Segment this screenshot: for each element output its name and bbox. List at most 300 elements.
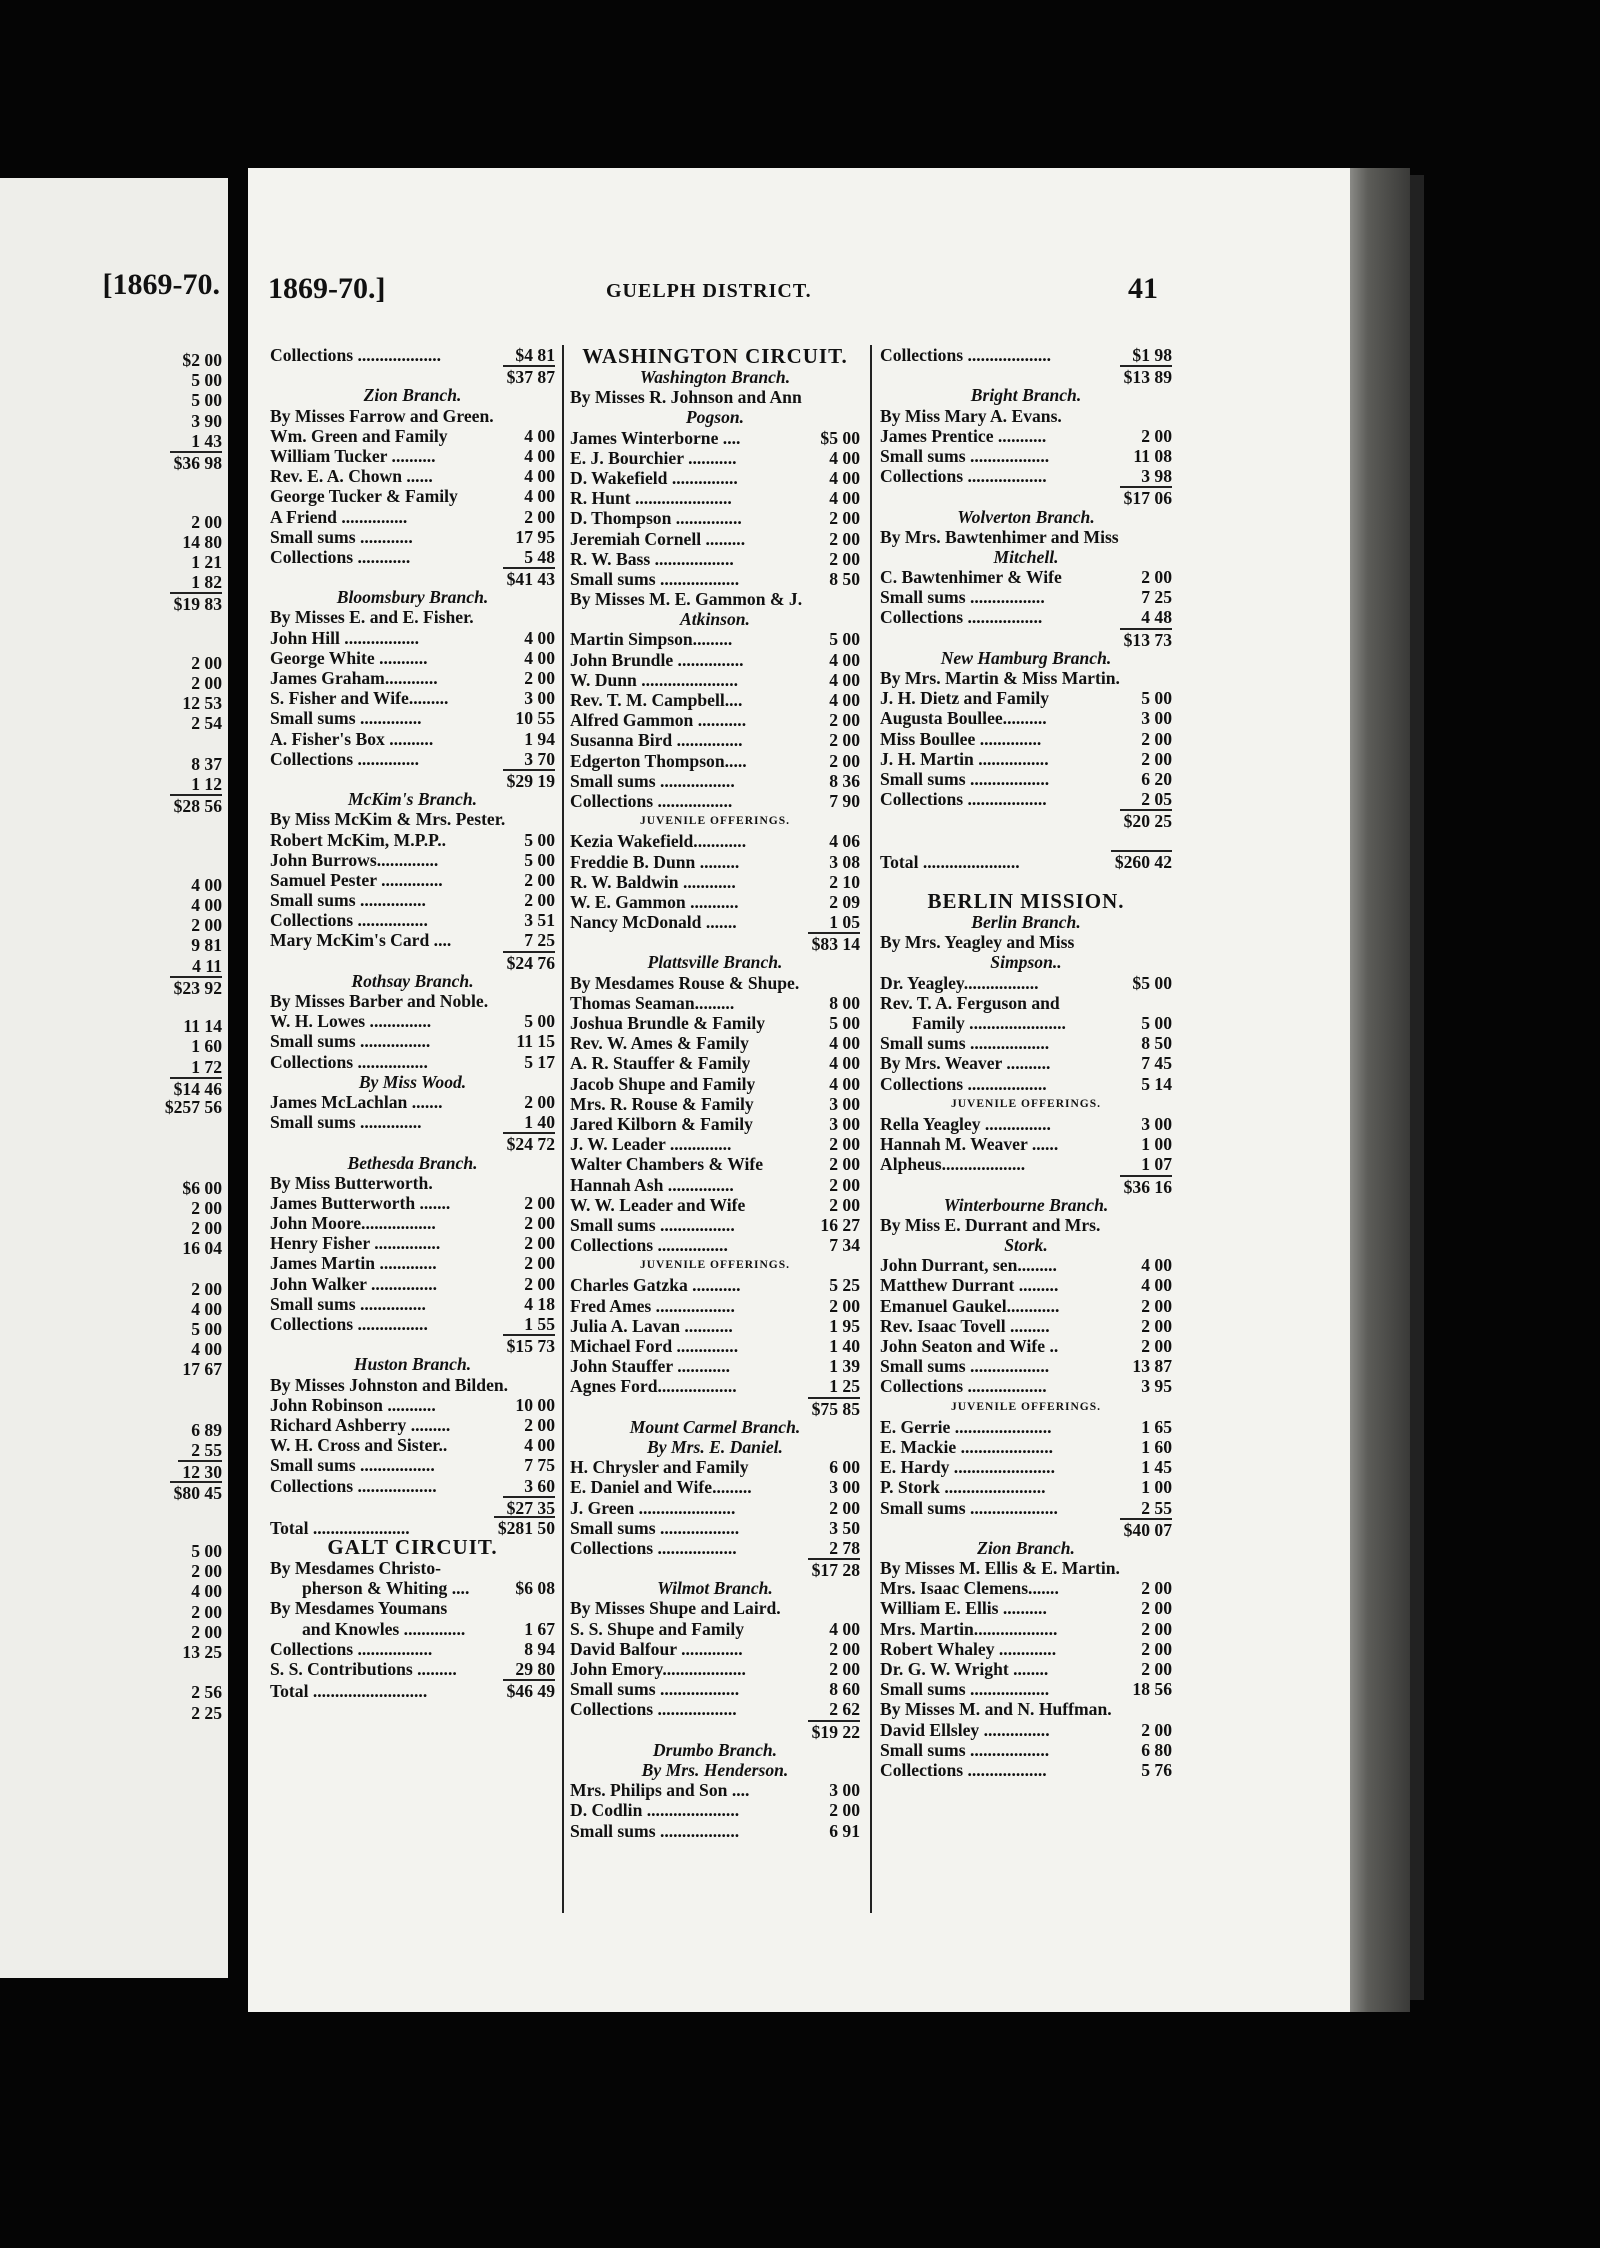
ledger-line: [570, 1619, 860, 1639]
line-amount: 4 48: [1141, 607, 1172, 628]
branch-heading: Pogson.: [685, 407, 745, 428]
line-text: By Misses M. and N. Huffman.: [880, 1699, 1112, 1720]
line-amount: 4 00: [191, 1298, 222, 1319]
left-page-line: [0, 532, 222, 552]
left-page-line: [0, 713, 222, 733]
left-page-line: [0, 592, 222, 615]
line-text: D. Wakefield ...............: [570, 467, 738, 488]
line-text: W. Dunn ......................: [570, 669, 738, 690]
ledger-line: [880, 729, 1172, 749]
ledger-line: [880, 789, 1172, 809]
line-text: Collections ..................: [880, 789, 1047, 810]
left-page-line: [0, 1198, 222, 1218]
line-amount: 3 00: [1141, 708, 1172, 729]
ledger-line: [570, 1498, 860, 1518]
line-amount: 1 65: [1141, 1416, 1172, 1437]
left-page-line: [0, 512, 222, 532]
line-amount: 2 00: [524, 1414, 555, 1435]
line-amount: 5 00: [1141, 688, 1172, 709]
ledger-line: [270, 830, 555, 850]
line-amount: 1 45: [1141, 1457, 1172, 1478]
ledger-line: [270, 668, 555, 688]
subtotal-amount: $36 16: [1120, 1175, 1172, 1197]
line-text: Collections ................: [270, 910, 428, 931]
ledger-line: [570, 831, 860, 851]
line-text: Collections ................: [570, 1235, 728, 1256]
line-amount: 1 94: [524, 728, 555, 749]
ledger-line: [880, 527, 1172, 547]
line-amount: 2 00: [524, 890, 555, 911]
running-head: [268, 268, 1168, 308]
ledger-line: [570, 1195, 860, 1215]
line-text: Rev. Isaac Tovell .........: [880, 1315, 1050, 1336]
line-amount: 1 67: [524, 1618, 555, 1639]
ledger-line: [570, 973, 860, 993]
line-text: W. H. Lowes ..............: [270, 1011, 432, 1032]
line-text: By Mrs. Martin & Miss Martin.: [880, 668, 1120, 688]
subtotal-amount: $41 43: [503, 567, 555, 589]
line-amount: 2 00: [1141, 425, 1172, 446]
line-amount: 2 00: [1141, 1618, 1172, 1639]
line-amount: 5 00: [191, 370, 222, 391]
ledger-line: [880, 1417, 1172, 1437]
line-text: Collections ..................: [880, 1759, 1047, 1780]
line-amount: 16 04: [182, 1238, 222, 1259]
line-amount: 2 00: [829, 730, 860, 751]
left-page-line: [0, 411, 222, 431]
ledger-line: [270, 1314, 555, 1334]
line-text: By Misses Farrow and Green.: [270, 405, 494, 426]
line-amount: 4 00: [829, 447, 860, 468]
branch-heading: Zion Branch.: [977, 1537, 1075, 1558]
line-text: John Robinson ...........: [270, 1394, 436, 1415]
left-page-line: [0, 1299, 222, 1319]
line-amount: 2 78: [829, 1537, 860, 1558]
line-amount: 1 55: [524, 1314, 555, 1334]
line-text: Collections .................: [270, 1638, 433, 1659]
left-page-line: [0, 1279, 222, 1299]
line-amount: 5 00: [524, 849, 555, 870]
line-text: Alpheus...................: [880, 1154, 1026, 1175]
line-text: Dr. Yeagley.................: [880, 972, 1039, 993]
line-amount: 8 37: [191, 753, 222, 774]
ledger-line: [880, 466, 1172, 486]
line-amount: 2 00: [829, 508, 860, 529]
subtotal-line: [270, 567, 555, 590]
line-text: Small sums ..................: [880, 1356, 1050, 1377]
juvenile-offerings-heading: JUVENILE OFFERINGS.: [951, 1400, 1101, 1413]
line-amount: 2 00: [191, 1601, 222, 1622]
subtotal-line: [880, 809, 1172, 832]
line-amount: 2 00: [524, 668, 555, 688]
line-text: Mary McKim's Card ....: [270, 930, 452, 951]
line-text: Hannah M. Weaver ......: [880, 1134, 1059, 1155]
line-amount: 2 00: [191, 915, 222, 936]
line-amount: $1 98: [1132, 345, 1172, 365]
line-amount: 2 00: [829, 1638, 860, 1659]
line-text: J. H. Dietz and Family: [880, 688, 1050, 709]
ledger-line: [570, 1336, 860, 1356]
line-amount: $6 00: [182, 1177, 222, 1198]
line-amount: 3 00: [1141, 1113, 1172, 1134]
line-text: Rev. T. A. Ferguson and: [880, 992, 1060, 1013]
ledger-line: [880, 1699, 1172, 1719]
line-amount: 2 00: [829, 528, 860, 549]
left-page-line: [0, 996, 222, 1016]
line-text: Mrs. Martin...................: [880, 1618, 1058, 1639]
line-amount: 7 25: [524, 930, 555, 951]
line-amount: 7 34: [829, 1235, 860, 1256]
left-page-line: [0, 1541, 222, 1561]
line-text: Matthew Durrant .........: [880, 1275, 1059, 1296]
line-text: Family ......................: [912, 1013, 1066, 1033]
line-amount: 2 00: [191, 511, 222, 532]
ledger-line: [270, 910, 555, 930]
left-page-line: [0, 572, 222, 592]
line-text: C. Bawtenhimer & Wife: [880, 567, 1062, 588]
line-text: Small sums ................: [270, 1031, 431, 1052]
line-amount: 10 00: [515, 1394, 555, 1415]
ledger-line: [270, 1031, 555, 1051]
ledger-line: [270, 870, 555, 890]
line-text: By Miss McKim & Mrs. Pester.: [270, 809, 506, 830]
ledger-line: [570, 1074, 860, 1094]
ledger-line: [880, 668, 1172, 688]
line-text: Small sums .................: [880, 587, 1045, 608]
line-text: Augusta Boullee..........: [880, 708, 1047, 729]
line-amount: $46 49: [503, 1679, 555, 1701]
line-text: Robert McKim, M.P.P..: [270, 829, 447, 850]
line-text: Small sums ..................: [570, 1517, 740, 1538]
ledger-line: [270, 1639, 555, 1659]
subtotal-amount: $40 07: [1120, 1518, 1172, 1540]
line-amount: $281 50: [494, 1516, 555, 1538]
branch-heading: Huston Branch.: [353, 1354, 472, 1375]
left-page-line: [0, 1158, 222, 1178]
left-page-line: [0, 1481, 222, 1501]
ledger-line: [570, 1053, 860, 1073]
branch-heading: Drumbo Branch.: [652, 1739, 778, 1760]
branch-heading: Simpson..: [990, 952, 1062, 973]
line-amount: 3 95: [1141, 1376, 1172, 1397]
line-text: Total ......................: [270, 1517, 410, 1538]
ledger-line: [270, 1253, 555, 1273]
ledger-line: [880, 567, 1172, 587]
left-page-line: [0, 653, 222, 673]
line-text: A. Fisher's Box ..........: [270, 728, 434, 749]
left-page-line: [0, 673, 222, 693]
subtotal-amount: $13 73: [1120, 628, 1172, 650]
branch-heading: Winterbourne Branch.: [943, 1194, 1109, 1215]
line-amount: 1 82: [191, 572, 222, 593]
ledger-line: [270, 1193, 555, 1213]
branch-heading: Bright Branch.: [970, 385, 1082, 406]
line-amount: 4 06: [829, 831, 860, 852]
ledger-line: [570, 1296, 860, 1316]
left-page-line: [0, 1602, 222, 1622]
ledger-line: [570, 1699, 860, 1719]
left-page-line: [0, 935, 222, 955]
left-page-line: [0, 1036, 222, 1056]
line-text: Small sums .................: [570, 770, 735, 791]
line-amount: 4 00: [191, 874, 222, 895]
line-text: James Graham............: [270, 668, 438, 688]
line-amount: 1 21: [191, 551, 222, 572]
ledger-line: [270, 1213, 555, 1233]
ledger-line: [880, 850, 1172, 870]
line-amount: 9 81: [191, 935, 222, 956]
subtotal-amount: $15 73: [503, 1334, 555, 1356]
ledger-line: [270, 1112, 555, 1132]
ledger-line: [270, 466, 555, 486]
ledger-line: [570, 589, 860, 609]
ledger-line: [270, 930, 555, 950]
page-number: 41: [1128, 272, 1158, 305]
line-text: Collections ...................: [270, 345, 442, 365]
left-page-line: [0, 1238, 222, 1258]
line-amount: 2 00: [829, 710, 860, 731]
left-page-line: [0, 734, 222, 754]
line-text: Collections ..............: [270, 748, 420, 769]
left-page-line: [0, 875, 222, 895]
ledger-line: [570, 1457, 860, 1477]
left-page-line: [0, 1359, 222, 1379]
line-amount: 2 00: [829, 548, 860, 569]
left-page-line: [0, 1319, 222, 1339]
ledger-line: [880, 1114, 1172, 1134]
line-amount: 1 05: [829, 912, 860, 933]
ledger-line: [880, 1598, 1172, 1618]
line-text: Hannah Ash ...............: [570, 1174, 734, 1195]
branch-heading: Rothsay Branch.: [351, 970, 474, 991]
line-text: R. W. Baldwin ............: [570, 871, 736, 892]
line-text: Mrs. Isaac Clemens.......: [880, 1578, 1059, 1599]
line-amount: 5 00: [524, 829, 555, 850]
ledger-line: [570, 1679, 860, 1699]
ledger-line: [570, 730, 860, 750]
line-amount: 5 00: [1141, 1013, 1172, 1033]
ledger-line: [880, 973, 1172, 993]
line-amount: 17 67: [182, 1359, 222, 1380]
ledger-line: [570, 1376, 860, 1396]
left-page-line: [0, 1339, 222, 1359]
left-page-line: [0, 956, 222, 976]
line-amount: 5 00: [829, 629, 860, 650]
line-text: By Misses Barber and Noble.: [270, 991, 489, 1011]
branch-heading: By Mrs. Henderson.: [641, 1759, 789, 1780]
line-text: John Durrant, sen.........: [880, 1255, 1057, 1276]
line-amount: 4 00: [191, 895, 222, 916]
left-page-line: [0, 1662, 222, 1682]
line-text: Small sums ..................: [880, 768, 1050, 789]
line-text: John Emory...................: [570, 1659, 746, 1679]
ledger-line: [570, 1094, 860, 1114]
line-text: Collections ..................: [270, 1475, 437, 1496]
ledger-line: [570, 852, 860, 872]
line-amount: 5 00: [524, 1011, 555, 1032]
line-text: pherson & Whiting ....: [302, 1578, 470, 1599]
running-head-district: GUELPH DISTRICT.: [606, 280, 812, 302]
line-text: W. H. Cross and Sister..: [270, 1435, 448, 1456]
ledger-line: [570, 650, 860, 670]
line-amount: 1 60: [1141, 1436, 1172, 1457]
ledger-line: [270, 426, 555, 446]
subtotal-line: [570, 1720, 860, 1740]
left-page-line: [0, 855, 222, 875]
line-amount: $36 98: [170, 451, 222, 473]
line-amount: 2 00: [829, 1659, 860, 1679]
ledger-line: [270, 991, 555, 1011]
line-text: Collections ..................: [880, 1073, 1047, 1094]
line-amount: 3 00: [829, 1113, 860, 1134]
line-text: Rev. T. M. Campbell....: [570, 690, 743, 710]
ledger-line: [570, 569, 860, 589]
line-amount: 4 18: [524, 1293, 555, 1314]
line-amount: 2 00: [1141, 748, 1172, 769]
branch-heading: New Hamburg Branch.: [940, 647, 1112, 668]
line-text: Collections ..................: [880, 1376, 1047, 1397]
line-text: Small sums ..................: [880, 1739, 1050, 1760]
running-head-year: 1869-70.]: [268, 272, 386, 305]
line-amount: 4 00: [524, 1435, 555, 1456]
left-page-line: [0, 1521, 222, 1541]
subtotal-line: [880, 486, 1172, 509]
line-text: J. H. Martin ................: [880, 748, 1049, 769]
line-amount: 2 00: [829, 1194, 860, 1215]
ledger-line: [270, 1294, 555, 1314]
line-amount: 4 00: [191, 1339, 222, 1360]
ledger-line: [570, 1356, 860, 1376]
branch-heading: By Mrs. E. Daniel.: [647, 1436, 783, 1457]
line-text: David Ellsley ...............: [880, 1719, 1050, 1740]
ledger-line: [880, 1316, 1172, 1336]
line-amount: 4 00: [524, 647, 555, 668]
ledger-line: [880, 1053, 1172, 1073]
line-amount: 3 08: [829, 851, 860, 872]
ledger-line: [570, 488, 860, 508]
line-text: John Stauffer ............: [570, 1356, 730, 1377]
branch-heading: Mitchell.: [993, 546, 1059, 567]
left-page-line: [0, 1703, 222, 1723]
ledger-line: [270, 1659, 555, 1679]
line-text: Freddie B. Dunn .........: [570, 851, 740, 872]
left-page-line: [0, 1440, 222, 1460]
ledger-line: [270, 809, 555, 829]
line-amount: 1 00: [1141, 1477, 1172, 1498]
ledger-line: [270, 890, 555, 910]
ledger-line: [880, 446, 1172, 466]
ledger-line: [570, 448, 860, 468]
line-text: W. W. Leader and Wife: [570, 1194, 746, 1215]
ledger-line: [570, 670, 860, 690]
line-amount: 5 00: [191, 390, 222, 411]
juvenile-offerings-heading: JUVENILE OFFERINGS.: [640, 815, 790, 828]
line-amount: 3 50: [829, 1517, 860, 1538]
left-page-line: [0, 915, 222, 935]
left-page-line: [0, 754, 222, 774]
line-text: Rev. W. Ames & Family: [570, 1033, 749, 1054]
ledger-line: [880, 1437, 1172, 1457]
ledger-line: [570, 1598, 860, 1618]
line-amount: 4 00: [1141, 1255, 1172, 1276]
ledger-line: [880, 1659, 1172, 1679]
left-page-line: [0, 552, 222, 572]
ledger-line: [880, 1376, 1172, 1396]
line-amount: 12 30: [178, 1460, 222, 1482]
line-text: Miss Boullee ..............: [880, 728, 1042, 749]
line-text: E. J. Bourchier ...........: [570, 447, 737, 468]
ledger-line: [880, 406, 1172, 426]
line-amount: 2 00: [524, 1233, 555, 1254]
line-amount: 1 00: [1141, 1134, 1172, 1155]
line-text: R. Hunt ......................: [570, 488, 732, 509]
line-amount: 4 00: [829, 488, 860, 509]
line-text: Nancy McDonald .......: [570, 912, 737, 933]
line-text: Small sums .................: [570, 1214, 735, 1235]
line-amount: 1 72: [191, 1056, 222, 1077]
ledger-line: [570, 629, 860, 649]
page-edge: [1350, 168, 1410, 2012]
line-text: Small sums .................: [270, 1455, 435, 1476]
subtotal-line: [270, 1334, 555, 1357]
column-1: [270, 345, 555, 1702]
ledger-line: [570, 1316, 860, 1336]
line-text: William E. Ellis ..........: [880, 1598, 1047, 1619]
column-divider: [562, 345, 564, 1913]
line-text: J. Green ......................: [570, 1497, 736, 1518]
ledger-line: [270, 1679, 555, 1702]
line-text: Mrs. R. Rouse & Family: [570, 1093, 754, 1114]
line-amount: $2 00: [182, 350, 222, 370]
line-text: By Mrs. Yeagley and Miss: [880, 932, 1075, 953]
line-text: John Hill .................: [270, 627, 420, 648]
line-text: By Mrs. Weaver ..........: [880, 1053, 1051, 1074]
line-amount: 2 09: [829, 891, 860, 912]
ledger-line: [570, 791, 860, 811]
branch-heading: Washington Branch.: [639, 367, 791, 387]
line-amount: 2 00: [1141, 728, 1172, 749]
subtotal-amount: $20 25: [1120, 809, 1172, 831]
ledger-line: [880, 345, 1172, 365]
ledger-line: [880, 426, 1172, 446]
line-amount: 4 00: [829, 669, 860, 690]
line-text: John Seaton and Wife ..: [880, 1336, 1059, 1356]
line-amount: $14 46: [170, 1077, 222, 1099]
line-text: Thomas Seaman.........: [570, 992, 735, 1013]
ledger-line: [880, 1619, 1172, 1639]
ledger-line: [270, 708, 555, 728]
left-page-line: [0, 1380, 222, 1400]
left-page-line: [0, 1077, 222, 1097]
ledger-line: [270, 1415, 555, 1435]
ledger-line: [570, 1780, 860, 1800]
ledger-line: [570, 529, 860, 549]
ledger-line: [570, 690, 860, 710]
line-text: J. W. Leader ..............: [570, 1134, 732, 1155]
line-text: Small sums ..................: [570, 1679, 740, 1700]
ledger-line: [570, 1154, 860, 1174]
line-amount: 3 51: [524, 910, 555, 931]
line-text: By Misses Shupe and Laird.: [570, 1598, 781, 1619]
line-text: Small sums ..................: [880, 1033, 1050, 1054]
ledger-line: [270, 1455, 555, 1475]
branch-heading: Zion Branch.: [363, 385, 462, 406]
line-amount: 14 80: [182, 531, 222, 552]
ledger-line: [570, 1114, 860, 1134]
line-text: Robert Whaley .............: [880, 1638, 1057, 1659]
blank-line: [880, 870, 1172, 890]
line-text: James Prentice ...........: [880, 425, 1047, 446]
